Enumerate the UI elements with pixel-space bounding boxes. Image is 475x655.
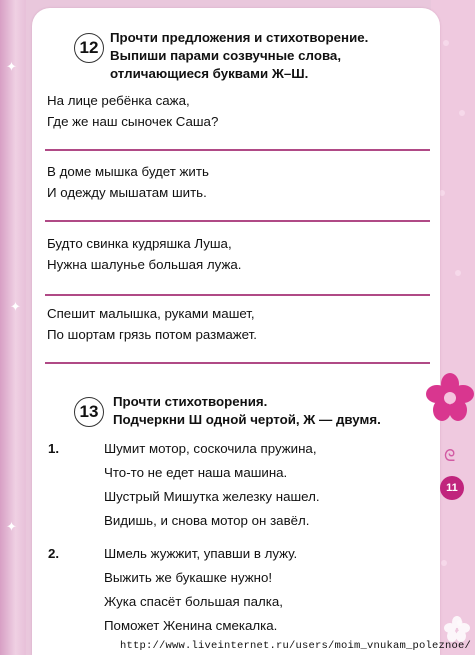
poem-number: 1. bbox=[48, 441, 60, 456]
task-number-badge: 13 bbox=[74, 397, 104, 427]
answer-line[interactable] bbox=[45, 149, 430, 151]
task-title-line: Прочти стихотворения. bbox=[113, 394, 268, 409]
poem-line: Видишь, и снова мотор он завёл. bbox=[104, 513, 310, 528]
swirl-icon: ᘓ bbox=[444, 446, 456, 465]
task-number-badge: 12 bbox=[74, 33, 104, 63]
page-number: 11 bbox=[440, 476, 464, 500]
stanza-line: В доме мышка будет жить bbox=[47, 164, 209, 179]
poem-line: Шустрый Мишутка железку нашел. bbox=[104, 489, 320, 504]
decor-dot bbox=[455, 270, 461, 276]
stanza-line: На лице ребёнка сажа, bbox=[47, 93, 190, 108]
stanza-line: По шортам грязь потом размажет. bbox=[47, 327, 257, 342]
left-margin-decoration bbox=[0, 0, 26, 655]
poem-line: Выжить же букашке нужно! bbox=[104, 570, 273, 585]
decor-dot bbox=[459, 110, 465, 116]
answer-line[interactable] bbox=[45, 362, 430, 364]
task-title-line: отличающиеся буквами Ж–Ш. bbox=[110, 66, 309, 81]
poem-line: Шмель жужжит, упавши в лужу. bbox=[104, 546, 298, 561]
task-title-line: Выпиши парами созвучные слова, bbox=[110, 48, 342, 63]
task-title-line: Подчеркни Ш одной чертой, Ж — двумя. bbox=[113, 412, 381, 427]
sparkle-icon: ✦ bbox=[6, 60, 17, 75]
poem-line: Поможет Женина смекалка. bbox=[104, 618, 278, 633]
sparkle-icon: ✦ bbox=[10, 300, 21, 315]
stanza-line: Будто свинка кудряшка Луша, bbox=[47, 236, 232, 251]
stanza-line: Нужна шалунье большая лужа. bbox=[47, 257, 242, 272]
flower-icon bbox=[425, 372, 475, 424]
small-flower-icon bbox=[443, 615, 471, 643]
decor-dot bbox=[441, 560, 447, 566]
watermark-url: http://www.liveinternet.ru/users/moim_vnukam_poleznoe/ bbox=[119, 640, 471, 652]
stanza-line: Где же наш сыночек Саша? bbox=[47, 114, 219, 129]
poem-number: 2. bbox=[48, 546, 60, 561]
stanza-line: И одежду мышатам шить. bbox=[47, 185, 207, 200]
poem-line: Что-то не едет наша машина. bbox=[104, 465, 288, 480]
poem-line: Шумит мотор, соскочила пружина, bbox=[104, 441, 317, 456]
stanza-line: Спешит малышка, руками машет, bbox=[47, 306, 255, 321]
decor-dot bbox=[443, 40, 449, 46]
answer-line[interactable] bbox=[45, 220, 430, 222]
sparkle-icon: ✦ bbox=[6, 520, 17, 535]
poem-line: Жука спасёт большая палка, bbox=[104, 594, 283, 609]
answer-line[interactable] bbox=[45, 294, 430, 296]
task-title-line: Прочти предложения и стихотворение. bbox=[110, 30, 369, 45]
